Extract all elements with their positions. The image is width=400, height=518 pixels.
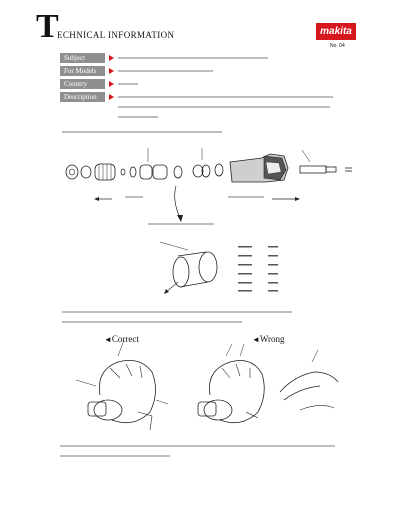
wrong-heading: ◄Wrong — [252, 334, 285, 344]
description-label: Description — [60, 92, 105, 102]
part-spindle — [300, 166, 326, 173]
part-coil — [140, 165, 152, 179]
country-label: Country — [60, 79, 105, 89]
for-models-label: For Models — [60, 66, 105, 76]
wrong-assembly-drawing — [198, 344, 338, 423]
footer-text-line — [60, 445, 335, 447]
detail-caption — [148, 223, 214, 225]
correct-heading: ◄Correct — [104, 334, 139, 344]
document-code: No. 04 — [330, 43, 345, 49]
diagram-caption — [125, 196, 143, 198]
part-ring — [215, 164, 223, 176]
diagram-caption — [228, 196, 264, 198]
part-ring-inner — [70, 169, 75, 175]
footer-text-line — [60, 455, 170, 457]
body-text-line — [62, 321, 242, 323]
part-washer — [121, 169, 125, 175]
correct-assembly-drawing — [76, 340, 168, 430]
part-coil — [153, 165, 167, 179]
part-ring — [66, 165, 78, 179]
part-collar — [174, 166, 182, 178]
part-washer — [130, 167, 136, 177]
part-nut — [193, 165, 203, 177]
page-title: ECHNICAL INFORMATION — [57, 30, 175, 40]
part-ring — [81, 166, 91, 178]
part-spring — [95, 164, 115, 180]
subject-label: Subject — [60, 53, 105, 63]
title-initial: T — [36, 8, 59, 45]
body-text-line — [62, 311, 292, 313]
makita-logo: makita — [316, 23, 356, 40]
